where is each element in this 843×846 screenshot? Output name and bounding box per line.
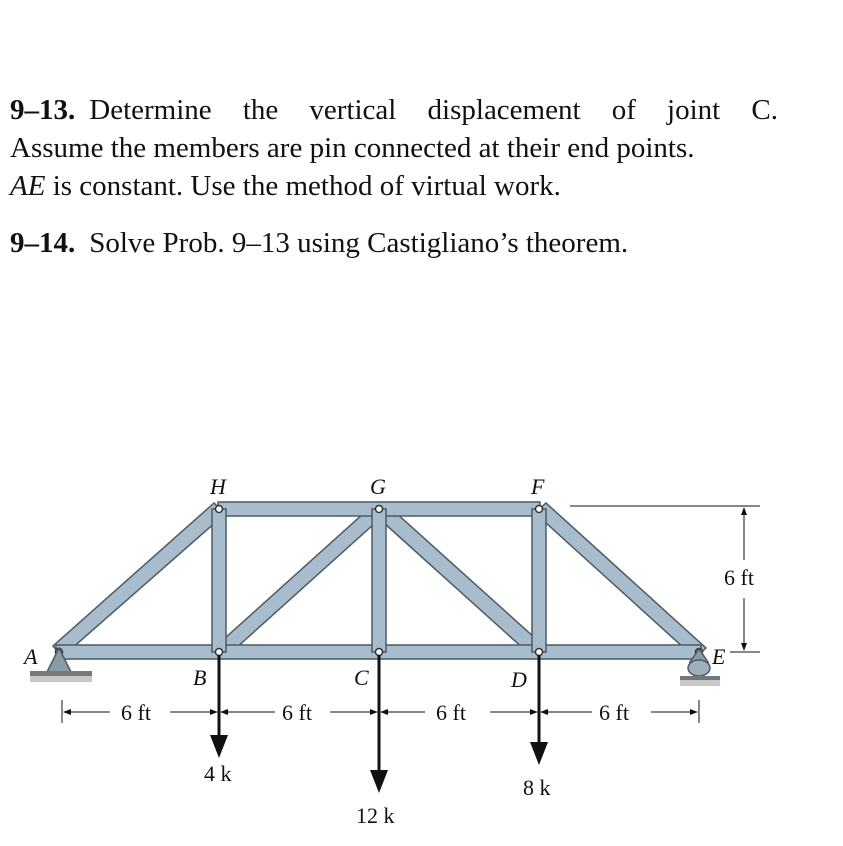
label-C: C [354,665,369,690]
member-GC [372,509,386,652]
label-D: D [511,667,527,692]
label-A: A [24,644,38,669]
panel-label-CD: 6 ft [436,700,466,725]
problem-13-ae: AE [10,170,46,202]
panel-label-DE: 6 ft [599,700,629,725]
member-FE [535,503,706,658]
problem-13-text-1: Determine the vertical displacement of joint C. [89,94,778,126]
label-F: F [531,474,545,499]
member-GD [374,503,546,659]
load-head-B [210,735,228,758]
panel-label-BC: 6 ft [282,700,312,725]
pin-H [216,506,223,513]
pin-G [376,506,383,513]
pin-F [536,506,543,513]
load-label-D: 8 k [523,775,551,800]
label-G: G [370,474,386,499]
height-label: 6 ft [724,565,754,590]
problem-13-number: 9–13. [10,94,76,126]
label-B: B [193,665,207,690]
pin-C [376,649,383,656]
member-FD [532,509,546,652]
member-BG [214,504,385,658]
truss-members [53,502,706,659]
member-HB [212,509,226,652]
label-H: H [210,474,226,499]
problem-13-text-3: is constant. Use the method of virtual work. [45,170,561,202]
problem-14-number: 9–14. [10,227,76,259]
pin-D [536,649,543,656]
load-head-C [370,770,388,793]
problem-13-text-2: Assume the members are pin connected at their end points. [10,132,695,164]
member-AH [53,503,225,657]
pin-B [216,649,223,656]
problem-14-text: Solve Prob. 9–13 using Castigliano’s theorem. [89,227,629,259]
load-label-C: 12 k [356,803,395,828]
load-arrows [210,655,548,793]
label-E: E [712,644,726,669]
load-head-D [530,742,548,765]
load-label-B: 4 k [204,761,232,786]
panel-label-AB: 6 ft [121,700,151,725]
